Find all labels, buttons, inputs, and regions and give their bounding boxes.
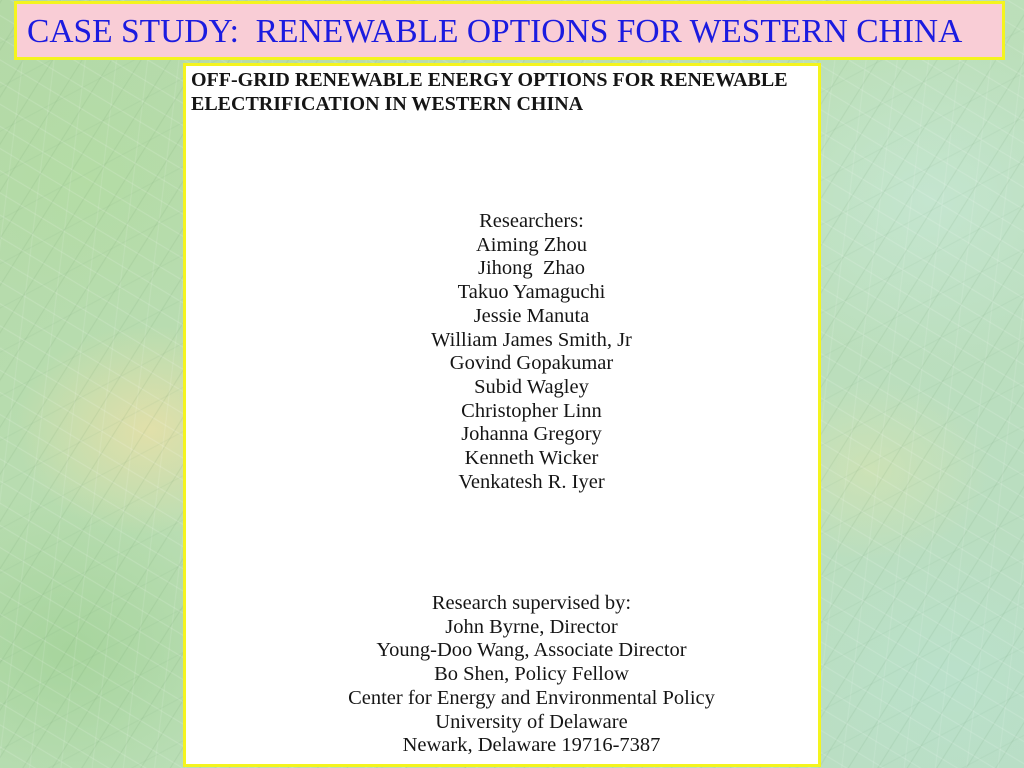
researcher-name: Takuo Yamaguchi [457, 281, 606, 304]
document-heading [191, 69, 788, 116]
researcher-name: Jihong Zhao [477, 257, 586, 280]
researcher-name: William James Smith, Jr [431, 328, 632, 351]
document-heading-line: OFF-GRID RENEWABLE ENERGY OPTIONS FOR RENEWABLE [191, 69, 788, 91]
title-banner [14, 1, 1005, 60]
researchers-label: Researchers: [479, 210, 584, 232]
supervisor-entry: Bo Shen, Policy Fellow [434, 663, 629, 686]
researcher-name: Jessie Manuta [473, 304, 590, 327]
university-name: University of Delaware [435, 710, 628, 733]
researchers-section [246, 210, 817, 494]
researcher-name: Subid Wagley [474, 375, 589, 398]
supervisor-entry: Young-Doo Wang, Associate Director [376, 639, 687, 662]
researcher-name: Christopher Linn [461, 399, 602, 422]
researcher-name: Aiming Zhou [475, 233, 588, 256]
researcher-name: Kenneth Wicker [464, 447, 599, 470]
document-heading-line: ELECTRIFICATION IN WESTERN CHINA [191, 92, 584, 115]
researcher-name: Venkatesh R. Iyer [458, 470, 605, 493]
supervisor-entry: John Byrne, Director [445, 615, 618, 638]
slide-title: CASE STUDY: RENEWABLE OPTIONS FOR WESTERN CHINA [27, 13, 963, 50]
researcher-name: Govind Gopakumar [449, 352, 614, 375]
supervision-section [246, 592, 817, 758]
postal-address: Newark, Delaware 19716-7387 [402, 734, 661, 757]
researcher-name: Johanna Gregory [461, 423, 602, 446]
center-name: Center for Energy and Environmental Policy [348, 686, 715, 709]
document-page [183, 63, 821, 767]
supervision-label: Research supervised by: [431, 592, 632, 614]
